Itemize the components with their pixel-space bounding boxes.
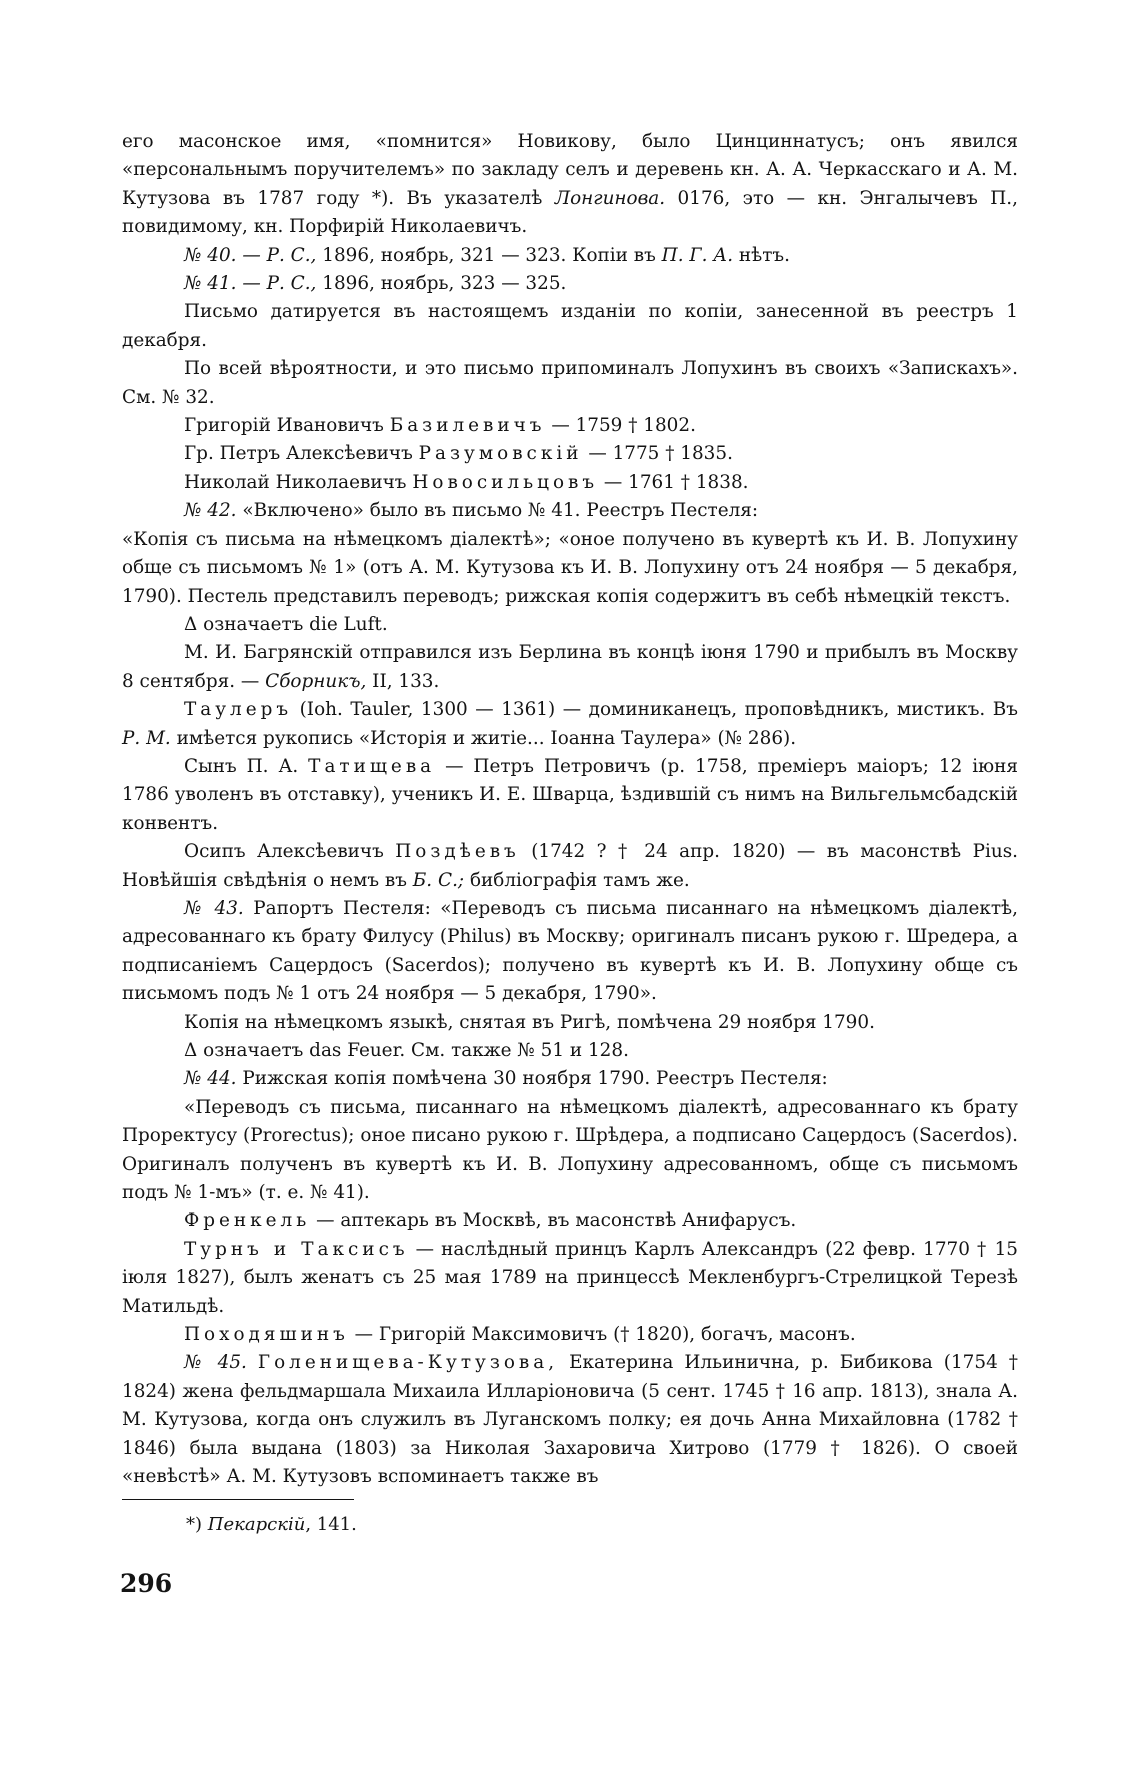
paragraph	[122, 753, 1018, 838]
spaced-name: Татищева	[308, 755, 436, 777]
paragraph	[122, 696, 1018, 753]
text-run: Гр. Петръ Алексѣевичъ	[184, 443, 419, 465]
spaced-name: Базилевичъ	[389, 415, 546, 437]
text-run: Δ означаетъ die Luft.	[184, 613, 388, 635]
text-run: II, 133.	[366, 670, 440, 692]
paragraph	[122, 440, 1018, 468]
italic-text: Б. С.;	[412, 869, 465, 891]
italic-text: № 42.	[184, 500, 237, 522]
paragraph	[122, 1009, 1018, 1037]
paragraph	[122, 412, 1018, 440]
paragraph	[122, 639, 1018, 696]
text-run	[247, 1352, 258, 1373]
text-run: библіографія тамъ же.	[464, 869, 690, 891]
text-run: — Петръ Петровичъ (р. 1758, преміеръ маіоръ; 12 іюня 1786 уволенъ въ отставку), ученикъ И. Е. Шварца, ѣздившій съ нимъ на Вильгельмсбадскій конвентъ.	[122, 755, 1018, 834]
text-run: По всей вѣроятности, и это письмо припоминалъ Лопухинъ въ своихъ «Запискахъ». См. № 32.	[122, 358, 1018, 408]
footnote-marker: *)	[186, 1514, 203, 1535]
paragraph	[122, 526, 1018, 611]
italic-text: № 40. — Р. С.,	[184, 244, 317, 266]
text-run: 1896, ноябрь, 321 — 323. Копіи въ	[316, 244, 662, 266]
text-run: — 1775 † 1835.	[582, 443, 733, 465]
footnote-rest: , 141.	[305, 1514, 357, 1535]
paragraph	[122, 1207, 1018, 1235]
text-run: Осипъ Алексѣевичъ	[184, 841, 396, 863]
text-run: «Переводъ съ письма, писаннаго на нѣмецкомъ діалектѣ, адресованнаго къ брату Проректусу (Prorectus); оное писано рукою г. Шрѣдера, а подписано Сацердосъ (Sacerdos). Оригиналъ полученъ въ кувертѣ къ И. В. Лопухину адресованномъ, обще съ письмомъ подъ № 1-мъ» (т. е. № 41).	[122, 1096, 1018, 1204]
italic-text: № 41. — Р. С.,	[184, 273, 317, 295]
italic-text: № 45.	[184, 1352, 247, 1374]
text-run: Рапортъ Пестеля: «Переводъ съ письма писаннаго на нѣмецкомъ діалектѣ, адресованнаго къ брату Филусу (Philus) въ Москву; оригиналъ писанъ рукою г. Шредера, а подписаніемъ Сацердосъ (Sacerdos); получено въ кувертѣ къ И. В. Лопухину обще съ письмомъ подъ № 1 отъ 24 ноября — 5 декабря, 1790».	[122, 897, 1018, 1005]
italic-text: № 43.	[184, 897, 244, 919]
spaced-name: Новосильцовъ	[412, 471, 599, 493]
paragraph	[122, 298, 1018, 355]
text-run: «Включено» было въ письмо № 41. Реестръ Пестеля:	[236, 500, 759, 522]
text-run: Δ означаетъ das Feuer. См. также № 51 и 128.	[184, 1040, 629, 1061]
italic-text: Лонгинова.	[554, 187, 666, 209]
text-run: М. И. Багрянскій отправился изъ Берлина въ концѣ іюня 1790 и прибылъ въ Москву 8 сентября. —	[122, 642, 1018, 692]
text-run: — аптекарь въ Москвѣ, въ масонствѣ Анифарусъ.	[310, 1210, 797, 1232]
spaced-name: Френкель	[184, 1210, 311, 1232]
spaced-name: Разумовскій	[418, 443, 583, 465]
paragraph	[122, 355, 1018, 412]
text-run: — 1761 † 1838.	[598, 471, 749, 493]
text-run: Письмо датируется въ настоящемъ изданіи по копіи, занесенной въ реестръ 1 декабря.	[122, 301, 1018, 351]
text-run: — 1759 † 1802.	[545, 415, 696, 437]
spaced-name: Таулеръ	[184, 699, 293, 721]
spaced-name: Поздѣевъ	[395, 841, 520, 863]
footnote-source: Пекарскій	[207, 1514, 306, 1535]
paragraph	[122, 1349, 1018, 1491]
text-run: — наслѣдный принцъ Карлъ Александръ (22 февр. 1770 † 15 іюля 1827), былъ женатъ съ 25 мая 1789 на принцессѣ Мекленбургъ-Стрелицкой Терезѣ Матильдѣ.	[122, 1238, 1018, 1317]
spaced-name: Походяшинъ	[184, 1324, 349, 1346]
paragraph	[122, 1065, 1018, 1093]
italic-text: Р. М.	[122, 727, 171, 749]
text-run: его масонское имя, «помнится» Новикову, было Цинциннатусъ; онъ явился «персональнымъ поручителемъ» по закладу селъ и деревень кн. А. А. Черкасскаго и А. М. Кутузова въ 1787 году *). Въ указателѣ	[122, 131, 1018, 209]
spaced-name: Голенищева-Кутузова,	[257, 1352, 559, 1374]
text-run: Копія на нѣмецкомъ языкѣ, снятая въ Ригѣ, помѣчена 29 ноября 1790.	[184, 1011, 875, 1033]
text-run: Рижская копія помѣчена 30 ноября 1790. Реестръ Пестеля:	[236, 1068, 828, 1090]
italic-text: П. Г. А.	[661, 244, 734, 266]
text-run: Григорій Ивановичъ	[184, 415, 390, 437]
body-text	[122, 128, 1018, 1492]
text-run: Николай Николаевичъ	[184, 471, 413, 493]
paragraph	[122, 1037, 1018, 1065]
spaced-name: Турнъ и Таксисъ	[184, 1238, 409, 1260]
page-number: 296	[120, 1569, 173, 1598]
italic-text: Сборникъ,	[265, 670, 367, 692]
text-run: — Григорій Максимовичъ († 1820), богачъ, масонъ.	[348, 1324, 856, 1346]
paragraph	[122, 1094, 1018, 1208]
paragraph	[122, 270, 1018, 298]
paragraph	[122, 497, 1018, 525]
paragraph	[122, 1236, 1018, 1321]
footnote-divider	[122, 1499, 354, 1500]
text-run: 1896, ноябрь, 323 — 325.	[316, 273, 567, 295]
paragraph	[122, 611, 1018, 639]
text-run: 0176, это — кн. Энгалычевъ П., повидимому, кн. Порфирій Николаевичъ.	[122, 187, 1018, 238]
paragraph	[122, 895, 1018, 1009]
text-run: (1742 ? † 24 апр. 1820) — въ масонствѣ Pius. Новѣйшія свѣдѣнія о немъ въ	[122, 841, 1018, 891]
paragraph	[122, 1321, 1018, 1349]
paragraph	[122, 838, 1018, 895]
text-run: Сынъ П. А.	[184, 755, 309, 777]
text-run: нѣтъ.	[733, 244, 790, 266]
text-run: «Копія съ письма на нѣмецкомъ діалектѣ»; «оное получено въ кувертѣ къ И. В. Лопухину обще съ письмомъ № 1» (отъ А. М. Кутузова къ И. В. Лопухину отъ 24 ноября — 5 декабря, 1790). Пестель представилъ переводъ; рижская копія содержитъ въ себѣ нѣмецкій текстъ.	[122, 528, 1018, 607]
paragraph	[122, 128, 1018, 242]
paragraph	[122, 242, 1018, 270]
footnote	[186, 1512, 886, 1538]
text-run: имѣется рукопись «Исторія и житіе... Іоанна Таулера» (№ 286).	[170, 727, 797, 749]
italic-text: № 44.	[184, 1068, 237, 1090]
text-run: (Ioh. Tauler, 1300 — 1361) — доминиканецъ, проповѣдникъ, мистикъ. Въ	[292, 699, 1018, 721]
text-run: Екатерина Ильинична, р. Бибикова (1754 † 1824) жена фельдмаршала Михаила Илларіоновича (5 сент. 1745 † 16 апр. 1813), знала А. М. Кутузова, когда онъ служилъ въ Луганскомъ полку; ея дочь Анна Михайловна (1782 † 1846) была выдана (1803) за Николая Захаровича Хитрово (1779 † 1826). О своей «невѣстѣ» А. М. Кутузовъ вспоминаетъ также въ	[122, 1352, 1018, 1488]
paragraph	[122, 469, 1018, 497]
